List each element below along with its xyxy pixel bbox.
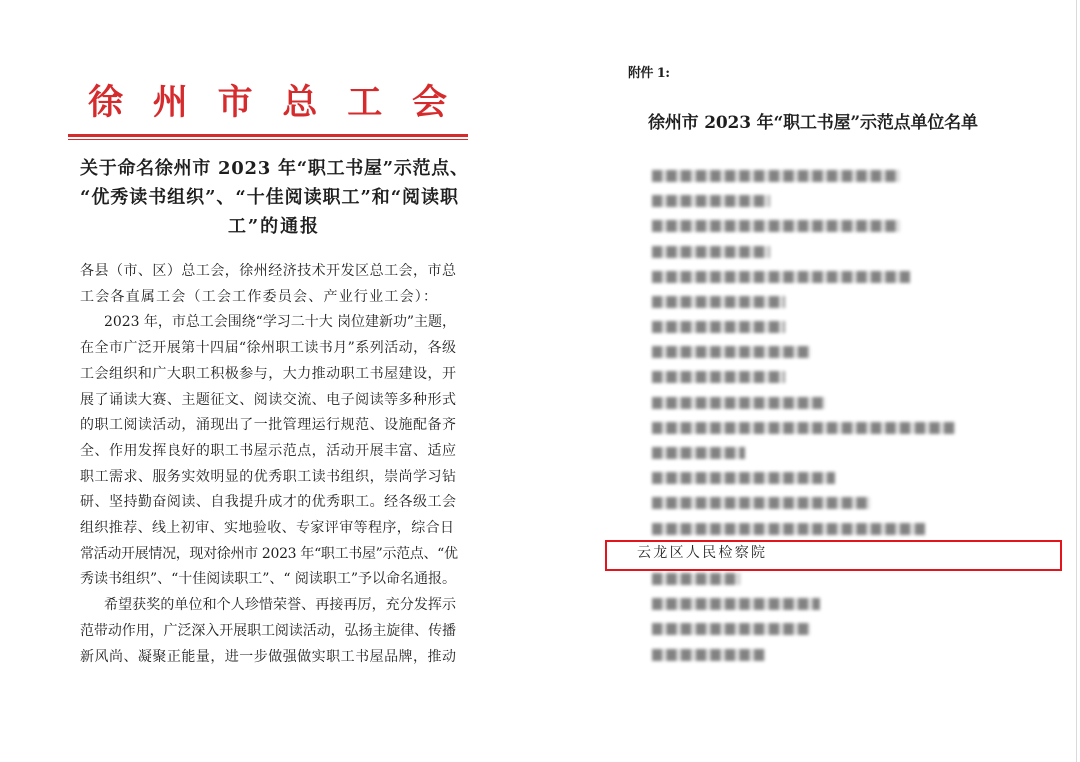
unit-list-item <box>600 163 1060 188</box>
redacted-text <box>652 497 870 509</box>
org-header: 徐州市总工会 <box>88 82 477 123</box>
redacted-text <box>652 598 820 610</box>
notice-body-line: 希望获奖的单位和个人珍惜荣誉、再接再厉，充分发挥示 <box>104 597 457 614</box>
notice-body-line: 展了诵读大赛、主题征文、阅读交流、电子阅读等多种形式 <box>80 391 457 408</box>
notice-body-line: 范带动作用，广泛深入开展职工阅读活动，弘扬主旋律、传播 <box>80 622 456 639</box>
redacted-text <box>652 371 785 383</box>
unit-list-item <box>600 516 1060 541</box>
redacted-text <box>652 246 770 258</box>
unit-list-item <box>600 415 1060 440</box>
redacted-text <box>652 220 900 232</box>
redacted-text <box>652 447 745 459</box>
notice-body-line: 工会各直属工会（工会工作委员会、产业行业工会）： <box>80 288 439 305</box>
unit-list-item <box>600 642 1060 667</box>
notice-body <box>80 259 460 670</box>
redacted-text <box>652 170 900 182</box>
unit-list-item <box>600 315 1060 340</box>
unit-list-item <box>600 264 1060 289</box>
notice-body-line: 在全市广泛开展第十四届“徐州职工读书月”系列活动，各级 <box>80 340 457 357</box>
unit-list-item <box>600 365 1060 390</box>
unit-name: 云龙区人民检察院 <box>637 545 768 562</box>
unit-list <box>600 163 1060 667</box>
redacted-text <box>652 346 810 358</box>
page-edge <box>1076 0 1077 762</box>
unit-list-item <box>600 466 1060 491</box>
redacted-text <box>652 573 740 585</box>
unit-list-item <box>600 440 1060 465</box>
redacted-text <box>652 296 785 308</box>
unit-list-item <box>600 491 1060 516</box>
unit-list-item <box>600 390 1060 415</box>
header-red-rule <box>68 134 468 140</box>
notice-title <box>80 154 470 241</box>
redacted-text <box>652 523 925 535</box>
unit-list-item <box>600 340 1060 365</box>
attachment-label: 附件 1: <box>628 66 670 81</box>
notice-body-line: 秀读书组织”、“十佳阅读职工”、“ 阅读职工”予以命名通报。 <box>80 571 456 588</box>
unit-list-item <box>600 289 1060 314</box>
notice-body-line: 职工需求、服务实效明显的优秀职工读书组织，崇尚学习钻 <box>80 468 457 485</box>
notice-body-line: 的职工阅读活动，涌现出了一批管理运行规范、设施配备齐 <box>80 417 457 434</box>
unit-list-item <box>600 592 1060 617</box>
notice-title-line: 工”的通报 <box>228 216 320 237</box>
notice-body-line: 各县（市、区）总工会，徐州经济技术开发区总工会，市总 <box>80 263 457 279</box>
redacted-text <box>652 195 770 207</box>
redacted-text <box>652 472 835 484</box>
notice-body-line: 新风尚、凝聚正能量，进一步做强做实职工书屋品牌，推动 <box>80 648 457 665</box>
unit-list-item <box>600 214 1060 239</box>
notice-body-line: 研、坚持勤奋阅读、自我提升成才的优秀职工。经各级工会 <box>80 494 457 511</box>
notice-body-line: 工会组织和广大职工积极参与，大力推动职工书屋建设，开 <box>80 365 457 382</box>
attachment-title: 徐州市 2023 年“职工书屋”示范点单位名单 <box>648 113 978 133</box>
redacted-text <box>652 271 910 283</box>
unit-list-item <box>600 239 1060 264</box>
notice-body-line: 全、作用发挥良好的职工书屋示范点，活动开展丰富、适应 <box>80 442 457 459</box>
notice-title-line: 关于命名徐州市 2023 年“职工书屋”示范点、 <box>80 158 469 179</box>
highlight-box <box>605 540 1062 571</box>
redacted-text <box>652 397 825 409</box>
redacted-text <box>652 649 765 661</box>
unit-list-item <box>600 617 1060 642</box>
redacted-text <box>652 422 955 434</box>
redacted-text <box>652 321 785 333</box>
notice-title-line: “优秀读书组织”、“十佳阅读职工”和“阅读职 <box>80 187 459 208</box>
notice-body-line: 常活动开展情况，现对徐州市 2023 年“职工书屋”示范点、“优 <box>80 545 458 562</box>
redacted-text <box>652 623 810 635</box>
unit-list-item <box>600 189 1060 214</box>
notice-body-line: 2023 年，市总工会围绕“学习二十大 岗位建新功”主题， <box>104 314 456 331</box>
notice-body-line: 组织推荐、线上初审、实地验收、专家评审等程序，综合日 <box>80 520 455 537</box>
